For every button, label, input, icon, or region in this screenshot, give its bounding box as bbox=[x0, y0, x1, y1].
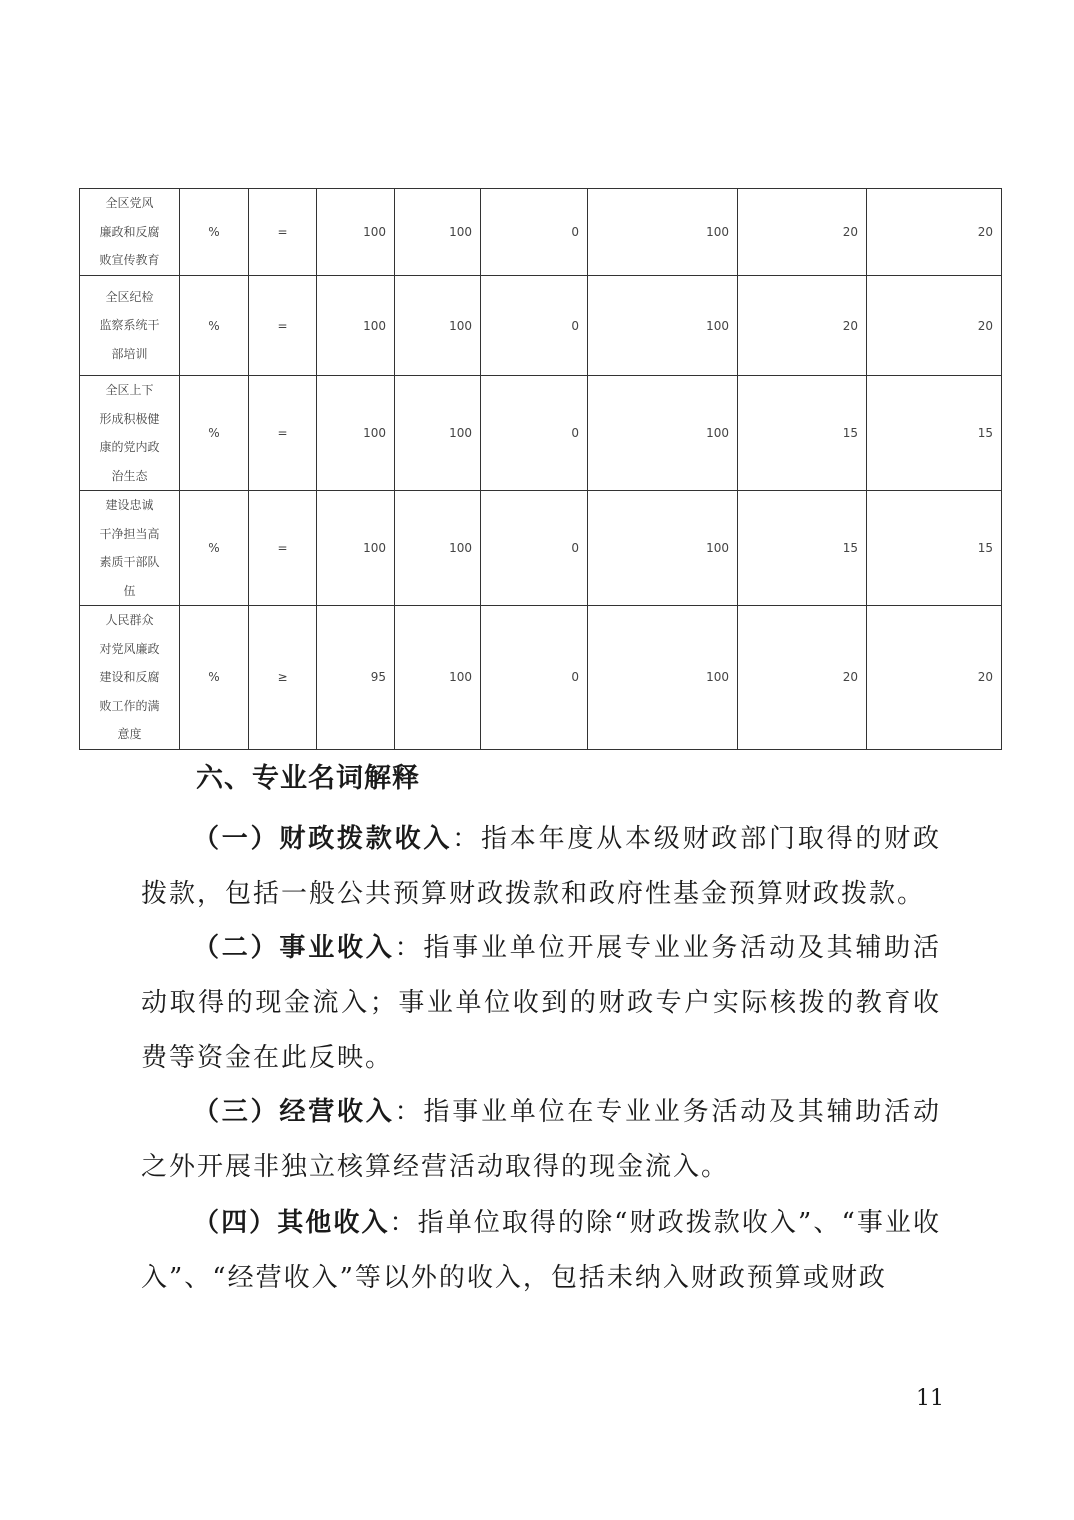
definition-paragraph bbox=[141, 812, 941, 922]
page-number: 11 bbox=[916, 1386, 944, 1411]
deviation-cell: 0 bbox=[481, 606, 588, 750]
indicator-name-line: 全区党风 bbox=[105, 196, 154, 211]
completion-cell: 100 bbox=[588, 606, 738, 750]
completion-cell: 100 bbox=[588, 376, 738, 491]
indicator-name-line: 干净担当高 bbox=[99, 526, 160, 541]
weight-cell: 15 bbox=[738, 491, 867, 606]
indicator-name-line: 全区上下 bbox=[105, 383, 154, 397]
unit-cell: % bbox=[180, 189, 249, 276]
weight-cell: 20 bbox=[738, 606, 867, 750]
indicator-name-line: 败宣传教育 bbox=[99, 253, 160, 268]
score-cell: 20 bbox=[867, 276, 1002, 376]
weight-cell: 15 bbox=[738, 376, 867, 491]
unit-cell: % bbox=[180, 606, 249, 750]
deviation-cell: 0 bbox=[481, 491, 588, 606]
definition-term: （二）事业收入 bbox=[193, 933, 395, 963]
operator-cell: = bbox=[249, 376, 317, 491]
performance-indicator-table bbox=[79, 188, 1002, 750]
indicator-name-line: 部培训 bbox=[111, 346, 148, 361]
indicator-name-cell bbox=[80, 376, 180, 491]
operator-cell: ≥ bbox=[249, 606, 317, 750]
definition-paragraph bbox=[141, 921, 941, 1086]
indicator-name-line: 败工作的满 bbox=[99, 698, 160, 713]
unit-cell: % bbox=[180, 376, 249, 491]
definition-term: （一）财政拨款收入 bbox=[193, 824, 453, 854]
definition-text: ：指事业单位开展专业业务活动及其辅助活动取得的现金流入；事业单位收到的财政专户实际核拨的教育收费等资金在此反映。 bbox=[141, 933, 941, 1073]
actual-value-cell: 100 bbox=[395, 491, 481, 606]
section-heading: 六、专业名词解释 bbox=[196, 763, 420, 794]
unit-cell: % bbox=[180, 276, 249, 376]
indicator-name-cell bbox=[80, 606, 180, 750]
target-value-cell: 95 bbox=[317, 606, 395, 750]
indicator-name-line: 对党风廉政 bbox=[99, 641, 160, 656]
indicator-name-cell bbox=[80, 189, 180, 276]
definition-text: ：指事业单位在专业业务活动及其辅助活动之外开展非独立核算经营活动取得的现金流入。 bbox=[141, 1097, 941, 1182]
definition-text: ：指单位取得的除“财政拨款收入”、“事业收入”、“经营收入”等以外的收入，包括未纳入财政预算或财政 bbox=[141, 1208, 941, 1293]
actual-value-cell: 100 bbox=[395, 189, 481, 276]
definition-term: （四）其他收入 bbox=[193, 1208, 390, 1238]
table-row bbox=[80, 491, 1002, 606]
indicator-name-line: 治生态 bbox=[111, 468, 148, 483]
table-row bbox=[80, 189, 1002, 276]
table-row bbox=[80, 606, 1002, 750]
indicator-name-line: 意度 bbox=[117, 727, 142, 741]
target-value-cell: 100 bbox=[317, 276, 395, 376]
deviation-cell: 0 bbox=[481, 376, 588, 491]
definition-term: （三）经营收入 bbox=[193, 1097, 395, 1127]
completion-cell: 100 bbox=[588, 491, 738, 606]
indicator-name-line: 伍 bbox=[123, 583, 136, 598]
indicator-name-line: 廉政和反腐 bbox=[99, 224, 160, 239]
weight-cell: 20 bbox=[738, 276, 867, 376]
definition-paragraph bbox=[141, 1196, 941, 1306]
indicator-name-cell bbox=[80, 491, 180, 606]
deviation-cell: 0 bbox=[481, 276, 588, 376]
indicator-name-line: 建设忠诚 bbox=[105, 498, 154, 512]
operator-cell: = bbox=[249, 189, 317, 276]
definition-paragraph bbox=[141, 1085, 941, 1195]
score-cell: 20 bbox=[867, 606, 1002, 750]
table-body bbox=[80, 189, 1002, 750]
target-value-cell: 100 bbox=[317, 376, 395, 491]
operator-cell: = bbox=[249, 276, 317, 376]
indicator-name-line: 建设和反腐 bbox=[99, 670, 160, 684]
indicator-name-line: 康的党内政 bbox=[99, 440, 160, 454]
target-value-cell: 100 bbox=[317, 491, 395, 606]
completion-cell: 100 bbox=[588, 189, 738, 276]
table-row bbox=[80, 276, 1002, 376]
completion-cell: 100 bbox=[588, 276, 738, 376]
score-cell: 20 bbox=[867, 189, 1002, 276]
table-row bbox=[80, 376, 1002, 491]
actual-value-cell: 100 bbox=[395, 606, 481, 750]
weight-cell: 20 bbox=[738, 189, 867, 276]
indicator-name-line: 形成积极健 bbox=[99, 411, 160, 426]
unit-cell: % bbox=[180, 491, 249, 606]
operator-cell: = bbox=[249, 491, 317, 606]
indicator-name-line: 全区纪检 bbox=[105, 289, 154, 304]
score-cell: 15 bbox=[867, 491, 1002, 606]
score-cell: 15 bbox=[867, 376, 1002, 491]
indicator-name-cell bbox=[80, 276, 180, 376]
target-value-cell: 100 bbox=[317, 189, 395, 276]
indicator-name-line: 监察系统干 bbox=[99, 318, 160, 333]
actual-value-cell: 100 bbox=[395, 376, 481, 491]
indicator-name-line: 素质干部队 bbox=[99, 555, 160, 569]
definition-text: ：指本年度从本级财政部门取得的财政拨款，包括一般公共预算财政拨款和政府性基金预算财政拨款。 bbox=[141, 824, 941, 909]
deviation-cell: 0 bbox=[481, 189, 588, 276]
actual-value-cell: 100 bbox=[395, 276, 481, 376]
indicator-name-line: 人民群众 bbox=[105, 613, 154, 627]
